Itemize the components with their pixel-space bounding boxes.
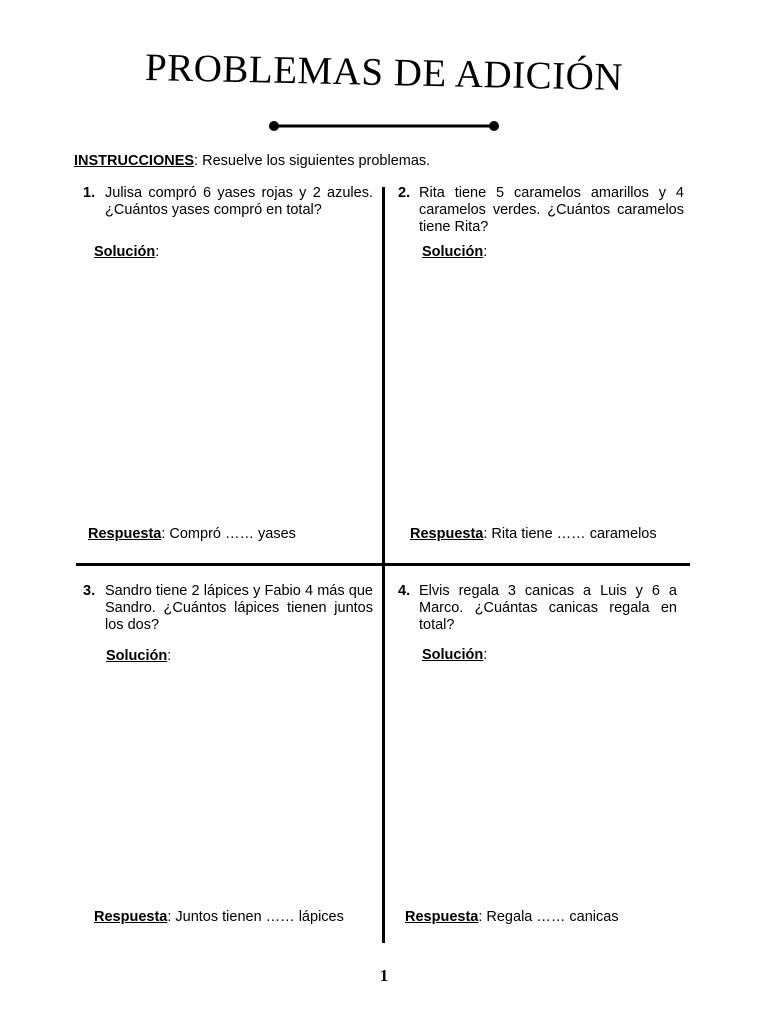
answer-line-1: Respuesta: Compró …… yases (88, 526, 296, 542)
instructions-text: : Resuelve los siguientes problemas. (194, 153, 431, 169)
solution-label-2: Solución: (422, 244, 488, 260)
problem-text: Sandro tiene 2 lápices y Fabio 4 más que Sandro. ¿Cuántos lápices tienen juntos los dos? (105, 583, 373, 633)
page-number: 1 (379, 966, 389, 985)
answer-line-4: Respuesta: Regala …… canicas (405, 909, 619, 925)
page-title: PROBLEMAS DE ADICIÓN (144, 45, 624, 100)
problem-number: 1. (83, 185, 96, 201)
divider-ornament (266, 118, 502, 134)
solution-label-3: Solución: (106, 648, 172, 664)
problem-text: Julisa compró 6 yases rojas y 2 azules. ¿Cuántos yases compró en total? (105, 185, 373, 218)
problem-number: 4. (398, 583, 411, 599)
answer-line-3: Respuesta: Juntos tienen …… lápices (94, 909, 344, 925)
problem-text: Elvis regala 3 canicas a Luis y 6 a Marco. ¿Cuántas canicas regala en total? (419, 583, 677, 633)
solution-label-4: Solución: (422, 647, 488, 663)
horizontal-divider (76, 563, 690, 566)
problem-number: 3. (83, 583, 96, 599)
problem-text: Rita tiene 5 caramelos amarillos y 4 caramelos verdes. ¿Cuántos caramelos tiene Rita? (419, 185, 684, 235)
answer-line-2: Respuesta: Rita tiene …… caramelos (410, 526, 657, 542)
instructions (74, 152, 694, 170)
solution-label-1: Solución: (94, 244, 160, 260)
instructions-label: INSTRUCCIONES (74, 153, 195, 169)
problem-number: 2. (398, 185, 411, 201)
